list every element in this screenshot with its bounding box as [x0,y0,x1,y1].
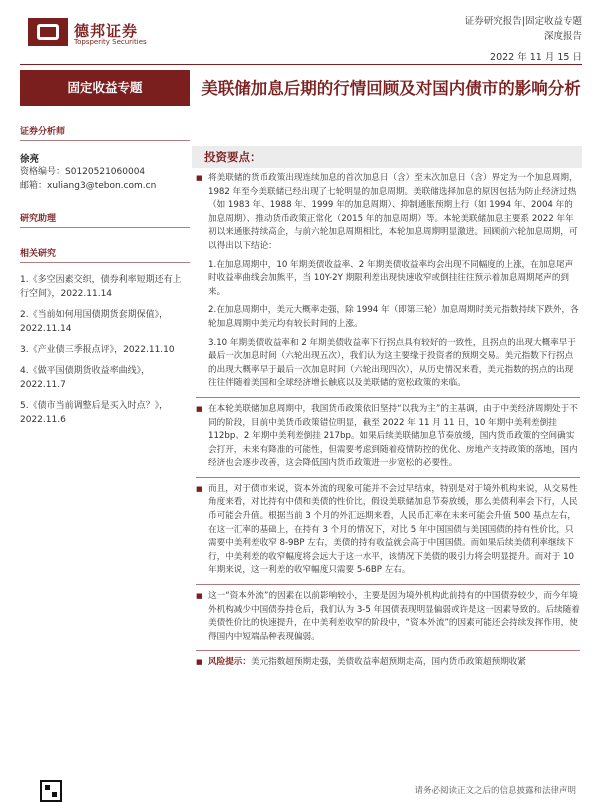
analyst-cert: 资格编号：S0120521060004 [20,167,146,177]
related-label: 相关研究 [20,246,190,263]
paragraph-capital: ■ 而且，对于债市来说，资本外流的现象可能并不会过早结束，特别是对于境外机构来说，从交易性角度来看，对比持有中债和美债的性价比，假设美联储加息节奏放缓，那么美债利率会下行，人民币可能会升值。根据当前 3 个月的外汇远期来看，人民币汇率在未来可能会升值 500 基点左右，在这一汇率的基础上，在持有 3 个月的情况下，对比 5 年中国国债与美国国债的持有性价比，只需要中美利差收窄 8-9BP 左右，美债的持有收益就会高于中国国债。而如果后续美债利率继续下行，中美利差的收窄幅度将会远大于这一水平，该情况下美债的吸引力将会明显提升。而对于 10 年期来说，这一利差的收窄幅度只需要 5-6BP 左右。 [196,483,580,578]
paragraph-outflow: ■ 这一“资本外流”的因素在以前影响较小，主要是因为境外机构此前持有的中国债券较少，而今年境外机构减少中国债券持仓后，我们认为 3-5 年国债表现明显偏弱或许是这一因素导致的。后续随着美债性价比的快速提升，在中美利差收窄的阶段中，“资本外流”的因素可能还会持续发挥作用，使得国内中短端品种表现偏弱。 [196,590,580,644]
related-item[interactable]: 2.《当前如何用国债期货套期保值》，2022.11.14 [20,310,169,334]
report-date: 2022 年 11 月 15 日 [490,52,582,63]
header-divider [20,64,582,65]
related-item[interactable]: 1.《多空因素交织，债券利率短期还有上行空间》，2022.11.14 [20,275,182,299]
paragraph-policy: ■ 在本轮美联储加息周期中，我国货币政策依旧坚持“以我为主”的主基调，由于中美经济周期处于不同的阶段，目前中美货币政策错位明显，截至 2022 年 11 月 11 日，10 年期中美利差倒挂 112bp、2 年期中美利差倒挂 217bp。如果后续美联储加息节奏放缓，国内货币政策的空间确实会打开，未来有降准的可能性，但需要考虑到随着疫情防控的优化、房地产支持政策的落地，国内经济也会逐步改善，这会降低国内货币政策进一步宽松的必要性。 [196,403,580,471]
logo-cn-text: 德邦证券 [74,22,139,40]
divider [196,397,580,398]
report-type: 证券研究报告|固定收益专题 [464,16,582,27]
related-item[interactable]: 5.《债市当前调整后是买入时点？》，2022.11.6 [20,401,169,425]
section-title: 固定收益专题 [20,70,190,106]
conclusion-1: 1.在加息周期中，10 年期美债收益率、2 年期美债收益率均会出现不同幅度的上涨，在加息尾声时收益率曲线会加熊平，当 10Y-2Y 期限利差出现快速收窄或倒挂往往预示着加息周期尾声的到来。 [208,259,574,297]
logo-en-text: Topsperity Securities [74,38,147,46]
summary-label: 投资要点： [204,150,262,164]
risk-label: 风险提示： [208,657,251,668]
related-item[interactable]: 4.《做平国债期货收益率曲线》，2022.11.7 [20,366,151,390]
logo-mark-icon [28,18,68,46]
divider [196,584,580,585]
paragraph-intro: ■ 将美联储的货币政策出现连续加息的首次加息日（含）至末次加息日（含）界定为一个加息周期，1982 年至今美联储已经出现了七轮明显的加息周期。美联储选择加息的原因包括为防止经济过热（如 1983 年、1988 年、1999 年的加息周期）、抑制通胀预期上行（如 1994 年、2004 年的加息周期）、推动货币政策正常化（2015 年的加息周期）等。本轮美联储加息主要系 2022 年年初以来通胀持续高企，与前六轮加息周期相比，本轮加息周期明显激进。回顾前六轮加息周期，可以得出以下结论： [196,172,580,254]
related-item[interactable]: 3.《产业债三季报点评》，2022.11.10 [20,345,175,355]
risk-text: 美元指数超预期走强，美债收益率超预期走高，国内货币政策超预期收紧 [250,657,526,668]
report-body [196,172,580,675]
company-logo [28,18,148,48]
divider [196,650,580,651]
qr-code-icon [40,780,62,802]
report-meta [465,14,582,65]
report-subtype: 深度报告 [543,31,582,42]
assistant-label: 研究助理 [20,211,190,228]
analyst-email[interactable]: 邮箱：xuliang3@tebon.com.cn [20,181,157,191]
conclusion-3: 3.10 年期美债收益率和 2 年期美债收益率下行拐点具有较好的一致性，且拐点的出现大概率早于最后一次加息时间（六轮出现五次），我们认为这主要缘于投资者的预期交易。美元指数下行拐点的出现大概率早于最后一次加息时间（六轮出现四次），从历史情况来看，美元指数的拐点的出现往往伴随着美国和全球经济增长触底以及美联储的宽松政策的来临。 [208,337,576,389]
conclusion-2: 2.在加息周期中，美元大概率走强，除 1994 年（即第三轮）加息周期时美元指数持续下跌外，各轮加息周期中美元均有较长时间的上涨。 [208,305,579,329]
footer-disclaimer: 请务必阅读正文之后的信息披露和法律声明 [414,786,576,796]
analyst-label: 证券分析师 [20,124,190,141]
sidebar [20,70,190,434]
risk-warning [196,656,580,670]
divider [196,477,580,478]
related-list [20,273,190,427]
analyst-name: 徐亮 [20,154,40,165]
summary-bar [192,146,582,168]
report-title: 美联储加息后期的行情回顾及对国内债市的影响分析 [201,79,581,98]
